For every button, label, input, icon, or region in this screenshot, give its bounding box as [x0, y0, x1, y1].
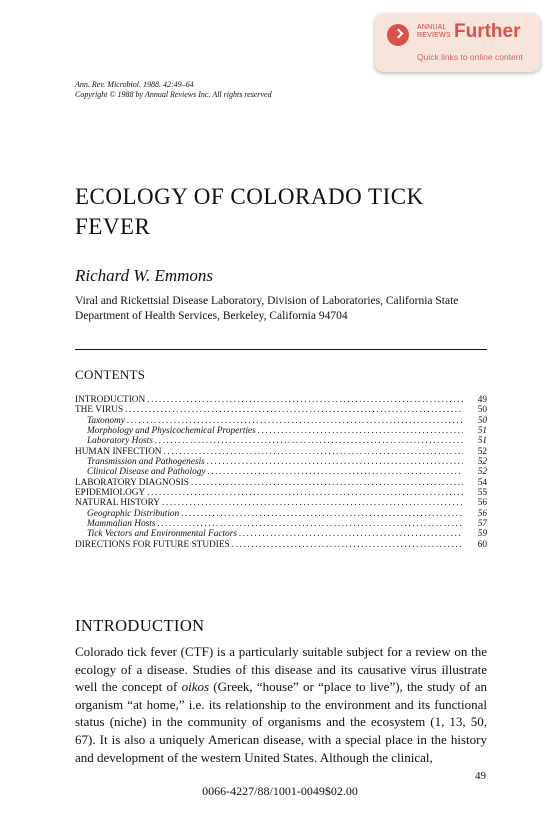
toc-entry-label: Morphology and Physicochemical Properties [87, 426, 256, 437]
toc-entry[interactable] [75, 457, 487, 467]
badge-further-label: Further [454, 21, 521, 42]
toc-entry-label: Geographic Distribution [87, 508, 180, 519]
contents-heading: CONTENTS [75, 367, 146, 382]
toc-entry-label: HUMAN INFECTION [75, 446, 162, 457]
toc-entry[interactable] [75, 436, 487, 446]
toc-entry[interactable] [75, 509, 487, 519]
toc-entry-label: NATURAL HISTORY [75, 498, 160, 509]
paragraph-text-start: Colorado tick fever (CTF) is a particularly suitable subject for a review on the ecology of a disease. Studies of this disease and its causative virus illustrate well the concept of [75, 644, 487, 695]
toc-entry-page: 55 [477, 488, 487, 499]
toc-entry[interactable] [75, 519, 487, 529]
toc-entry-label: Taxonomy [87, 415, 125, 426]
toc-entry[interactable] [75, 405, 487, 415]
badge-small-line2: REVIEWS [417, 32, 451, 39]
toc-entry-page: 52 [477, 446, 487, 457]
journal-citation-block [75, 80, 272, 100]
toc-leader-dots [207, 457, 463, 467]
toc-leader-dots [155, 436, 463, 446]
toc-entry-page: 56 [477, 508, 487, 519]
toc-entry-page: 49 [477, 395, 487, 405]
arrow-circle-icon [387, 24, 409, 46]
table-of-contents [75, 395, 487, 550]
copyright-line: Copyright © 1988 by Annual Reviews Inc. All rights reserved [75, 90, 272, 99]
paper-title: ECOLOGY OF COLORADO TICK FEVER [75, 184, 424, 239]
toc-leader-dots [232, 540, 463, 550]
paragraph-text-end: (Greek, “house” or “place to live”), the study of an organism “at home,” i.e. its relationship to the environment and its functional status (niche) in the community of organisms and the ecosystem (1, 13, 50, 67). It is also a uniquely American disease, with a special place in the history and development of the western United States. Although the clinical, [75, 679, 487, 765]
toc-leader-dots [239, 529, 463, 539]
toc-entry[interactable] [75, 467, 487, 477]
toc-entry-page: 52 [477, 467, 487, 478]
toc-leader-dots [157, 519, 463, 529]
toc-leader-dots [181, 509, 463, 519]
toc-entry[interactable] [75, 529, 487, 539]
toc-entry-page: 60 [477, 539, 487, 550]
divider-rule [75, 349, 487, 350]
toc-entry[interactable] [75, 478, 487, 488]
badge-small-line1: ANNUAL [417, 24, 447, 31]
toc-entry-label: Transmission and Pathogenesis [87, 457, 205, 468]
toc-entry-page: 52 [477, 457, 487, 468]
toc-entry-label: Mammalian Hosts [87, 519, 156, 530]
journal-citation: Ann. Rev. Microbiol. 1988. 42:49–64 [75, 80, 194, 89]
toc-entry[interactable] [75, 416, 487, 426]
section-heading-introduction: INTRODUCTION [75, 616, 205, 635]
toc-entry-page: 57 [477, 519, 487, 530]
toc-entry-label: Tick Vectors and Environmental Factors [87, 529, 237, 540]
toc-entry[interactable] [75, 498, 487, 508]
toc-leader-dots [162, 498, 463, 508]
toc-entry[interactable] [75, 447, 487, 457]
toc-leader-dots [164, 447, 463, 457]
toc-leader-dots [191, 478, 463, 488]
toc-entry-page: 51 [477, 436, 487, 447]
oikos-term: oikos [181, 679, 210, 695]
toc-entry-page: 51 [477, 426, 487, 437]
toc-leader-dots [147, 395, 463, 405]
toc-entry-page: 59 [477, 529, 487, 540]
toc-entry-label: EPIDEMIOLOGY [75, 488, 146, 499]
toc-entry-page: 50 [477, 405, 487, 416]
toc-entry-label: Clinical Disease and Pathology [87, 467, 206, 478]
author-name: Richard W. Emmons [75, 266, 214, 285]
page-number: 49 [475, 770, 486, 782]
article-code: 0066-4227/88/1001-0049$02.00 [202, 784, 358, 798]
toc-entry[interactable] [75, 395, 487, 405]
toc-leader-dots [147, 488, 463, 498]
badge-publisher-label [417, 24, 451, 40]
toc-entry-label: INTRODUCTION [75, 395, 146, 405]
toc-entry[interactable] [75, 540, 487, 550]
toc-entry-page: 56 [477, 498, 487, 509]
toc-entry[interactable] [75, 426, 487, 436]
toc-leader-dots [208, 467, 463, 477]
toc-leader-dots [127, 416, 463, 426]
toc-entry-label: Laboratory Hosts [87, 436, 153, 447]
badge-subtitle: Quick links to online content [417, 52, 523, 62]
annual-reviews-further-badge[interactable] [375, 14, 540, 72]
toc-entry[interactable] [75, 488, 487, 498]
toc-leader-dots [258, 426, 463, 436]
toc-entry-label: LABORATORY DIAGNOSIS [75, 477, 189, 488]
introduction-paragraph [75, 643, 487, 766]
toc-entry-page: 50 [477, 415, 487, 426]
toc-entry-page: 54 [477, 477, 487, 488]
toc-entry-label: THE VIRUS [75, 405, 124, 416]
toc-entry-label: DIRECTIONS FOR FUTURE STUDIES [75, 539, 230, 550]
toc-leader-dots [125, 405, 463, 415]
author-affiliation: Viral and Rickettsial Disease Laboratory, Division of Laboratories, California State Department of Health Services, Berkeley, California 94704 [75, 295, 459, 322]
